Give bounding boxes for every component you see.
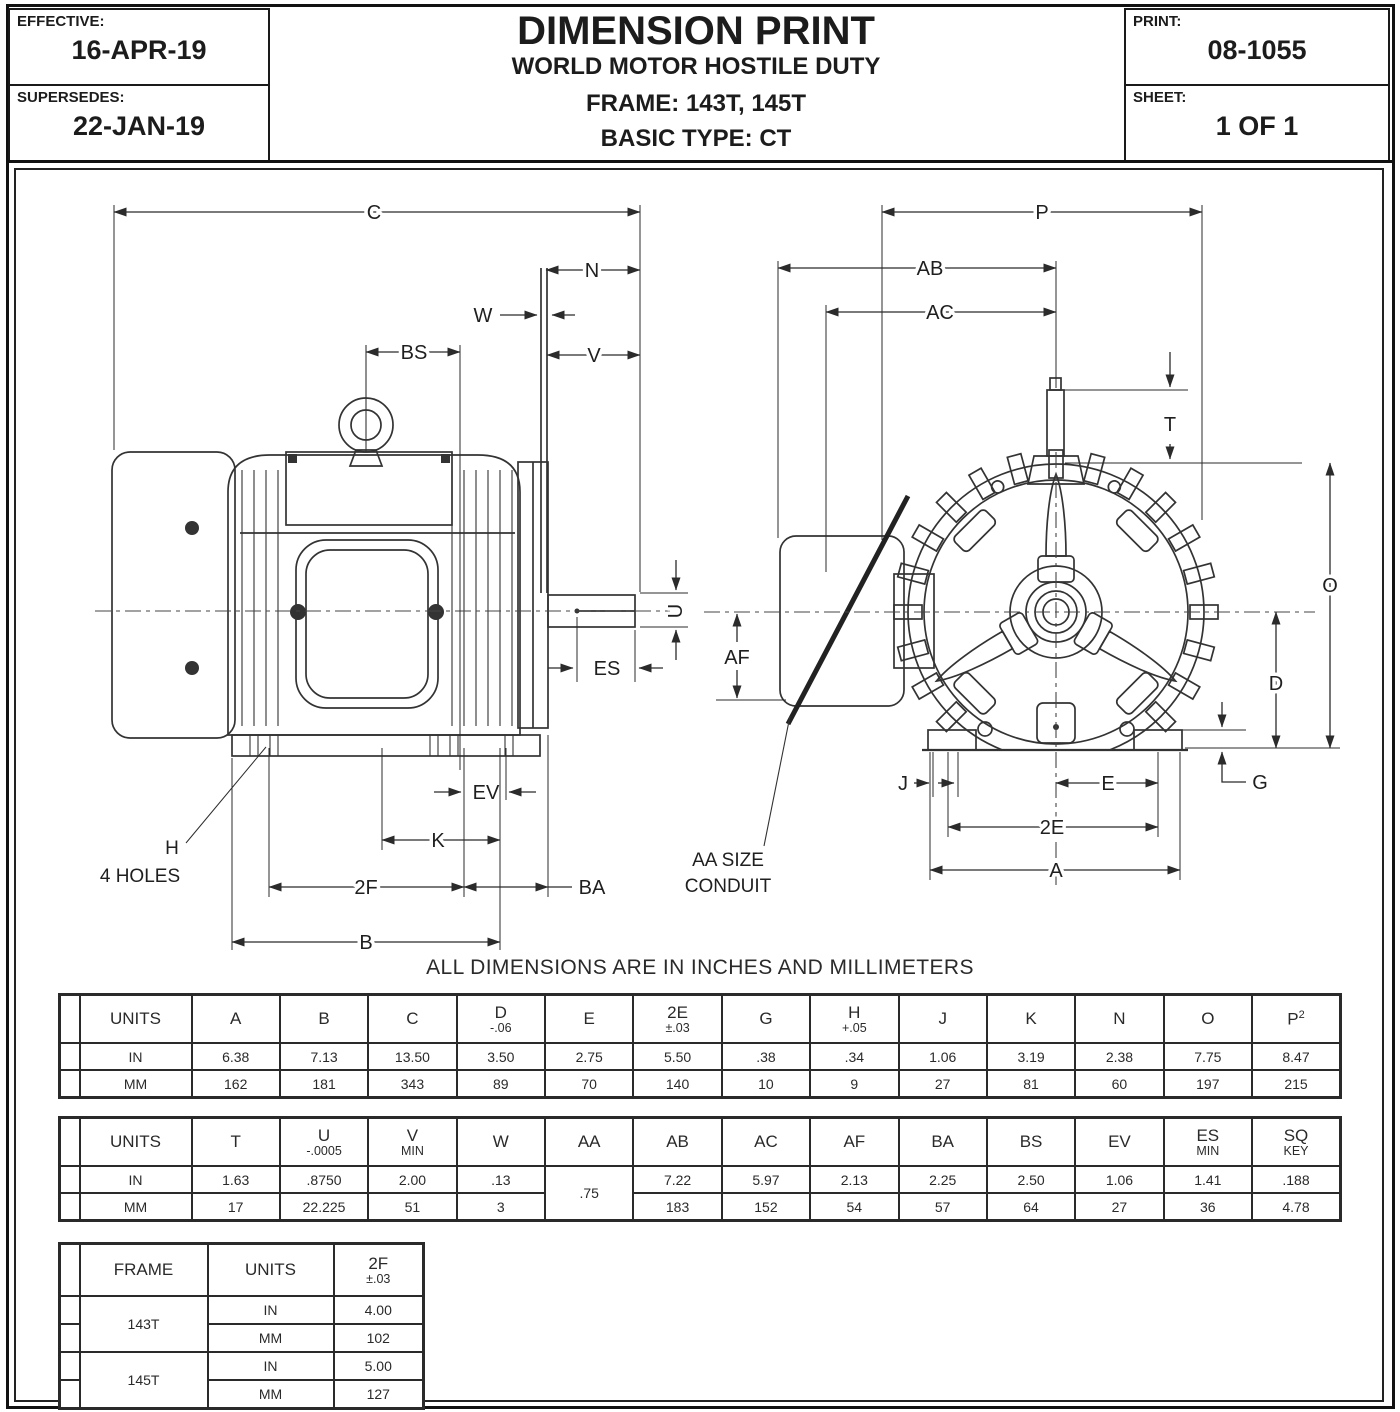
header-divider	[6, 160, 1392, 163]
dim-label-ba: BA	[578, 877, 606, 899]
column-header: ES MIN	[1164, 1118, 1252, 1167]
dimension-table-secondary	[58, 1116, 1342, 1222]
table-cell: 2.75	[545, 1043, 633, 1070]
table-cell: 2.25	[899, 1166, 987, 1193]
table-cell: IN	[80, 1166, 192, 1193]
table-cell: 1.41	[1164, 1166, 1252, 1193]
column-header: N	[1075, 995, 1163, 1044]
column-header: AF	[810, 1118, 898, 1167]
dim-label-h: H	[165, 838, 179, 859]
sheet-box	[1124, 84, 1390, 162]
table-cell: 6.38	[192, 1043, 280, 1070]
column-header: AA	[545, 1118, 633, 1167]
dim-label-g: G	[1252, 772, 1268, 794]
table-cell: IN	[80, 1043, 192, 1070]
table-cell	[60, 1166, 80, 1193]
data-table	[58, 1242, 425, 1410]
supersedes-box	[8, 84, 270, 162]
dim-label-ev: EV	[472, 782, 500, 804]
table-cell: 140	[633, 1070, 721, 1098]
dim-label-o: O	[1322, 575, 1338, 597]
column-header: AC	[722, 1118, 810, 1167]
dim-label-2e: 2E	[1039, 817, 1065, 839]
dim-label-p: P	[1035, 202, 1049, 224]
table-cell: 8.47	[1252, 1043, 1341, 1070]
table-cell: 81	[987, 1070, 1075, 1098]
table-cell: 64	[987, 1193, 1075, 1221]
effective-label: EFFECTIVE:	[17, 13, 105, 30]
column-header: UNITS	[80, 1118, 192, 1167]
column-header	[60, 995, 80, 1044]
column-header: E	[545, 995, 633, 1044]
table-cell: 343	[368, 1070, 456, 1098]
table-cell: 143T	[80, 1296, 208, 1352]
column-header: T	[192, 1118, 280, 1167]
column-header: V MIN	[368, 1118, 456, 1167]
table-cell: 2.50	[987, 1166, 1075, 1193]
column-header: C	[368, 995, 456, 1044]
table-cell: 5.00	[334, 1352, 424, 1380]
dim-label-u: U	[665, 603, 687, 619]
table-cell: 10	[722, 1070, 810, 1098]
table-cell: 3.19	[987, 1043, 1075, 1070]
motor-end-view-drawing	[684, 185, 1360, 965]
column-header: G	[722, 995, 810, 1044]
column-header	[60, 1244, 80, 1297]
table-cell: 197	[1164, 1070, 1252, 1098]
table-cell: 17	[192, 1193, 280, 1221]
dim-label-es: ES	[593, 658, 621, 680]
document-title: DIMENSION PRINT	[517, 9, 875, 53]
table-cell: 1.06	[899, 1043, 987, 1070]
table-cell: IN	[208, 1352, 334, 1380]
dim-label-ab: AB	[916, 258, 944, 280]
table-cell: 27	[1075, 1193, 1163, 1221]
table-cell	[60, 1043, 80, 1070]
table-cell: 215	[1252, 1070, 1341, 1098]
dim-label-bs: BS	[400, 342, 428, 364]
motor-side-geometry	[112, 268, 635, 756]
table-cell: 7.22	[633, 1166, 721, 1193]
basic-type-line: BASIC TYPE: CT	[600, 125, 792, 152]
table-cell	[60, 1296, 80, 1324]
effective-box	[8, 8, 270, 86]
table-cell: 162	[192, 1070, 280, 1098]
table-cell: 2.38	[1075, 1043, 1163, 1070]
table-cell: 36	[1164, 1193, 1252, 1221]
table-cell: 183	[633, 1193, 721, 1221]
conduit-note-line2: CONDUIT	[684, 876, 772, 897]
dim-label-c: C	[366, 202, 382, 224]
table-cell: .188	[1252, 1166, 1341, 1193]
dim-label-2f: 2F	[354, 877, 378, 899]
column-header: A	[192, 995, 280, 1044]
table-cell: MM	[208, 1324, 334, 1352]
table-cell: 3.50	[457, 1043, 545, 1070]
dim-label-j: J	[898, 773, 908, 795]
table-cell	[60, 1070, 80, 1098]
column-header: SQ KEY	[1252, 1118, 1341, 1167]
dim-label-v: V	[587, 345, 601, 367]
table-cell: 181	[280, 1070, 368, 1098]
dim-label-ac: AC	[926, 302, 954, 324]
dim-label-b: B	[359, 932, 373, 954]
frame-line: FRAME: 143T, 145T	[585, 90, 807, 117]
title-block	[272, 10, 1120, 160]
table-cell: 4.78	[1252, 1193, 1341, 1221]
table-cell: MM	[80, 1193, 192, 1221]
effective-date: 16-APR-19	[71, 35, 207, 65]
print-box	[1124, 8, 1390, 86]
column-header: FRAME	[80, 1244, 208, 1297]
table-cell: 7.13	[280, 1043, 368, 1070]
table-cell: .13	[457, 1166, 545, 1193]
motor-side-view-drawing	[90, 185, 710, 965]
column-header: BA	[899, 1118, 987, 1167]
sheet-label: SHEET:	[1133, 89, 1187, 106]
sheet-number: 1 OF 1	[1215, 111, 1299, 141]
table-cell: 127	[334, 1380, 424, 1409]
conduit-note-line1: AA SIZE	[692, 850, 764, 871]
table-cell: 89	[457, 1070, 545, 1098]
dimensions-note: ALL DIMENSIONS ARE IN INCHES AND MILLIMETERS	[426, 956, 974, 979]
column-header: D -.06	[457, 995, 545, 1044]
dimension-table-main	[58, 993, 1342, 1099]
table-cell: 102	[334, 1324, 424, 1352]
column-header: UNITS	[80, 995, 192, 1044]
table-cell: IN	[208, 1296, 334, 1324]
table-cell: 4.00	[334, 1296, 424, 1324]
table-cell: 27	[899, 1070, 987, 1098]
table-cell	[60, 1324, 80, 1352]
dim-label-e: E	[1101, 773, 1115, 795]
column-header: H +.05	[810, 995, 898, 1044]
table-cell: MM	[80, 1070, 192, 1098]
table-cell: .34	[810, 1043, 898, 1070]
side-view-dimensions	[100, 202, 688, 954]
column-header: EV	[1075, 1118, 1163, 1167]
table-cell: 5.97	[722, 1166, 810, 1193]
table-cell: 70	[545, 1070, 633, 1098]
data-table	[58, 993, 1342, 1099]
table-cell: 51	[368, 1193, 456, 1221]
frame-2f-table	[58, 1242, 425, 1410]
column-header: 2E ±.03	[633, 995, 721, 1044]
table-cell: 7.75	[1164, 1043, 1252, 1070]
table-cell: .8750	[280, 1166, 368, 1193]
column-header: AB	[633, 1118, 721, 1167]
dim-label-w: W	[473, 305, 493, 327]
column-header: K	[987, 995, 1075, 1044]
table-cell: 9	[810, 1070, 898, 1098]
table-cell	[60, 1380, 80, 1409]
column-header: BS	[987, 1118, 1075, 1167]
column-header: 2F ±.03	[334, 1244, 424, 1297]
column-header: J	[899, 995, 987, 1044]
table-cell: 60	[1075, 1070, 1163, 1098]
table-cell: 54	[810, 1193, 898, 1221]
column-header: U -.0005	[280, 1118, 368, 1167]
table-cell: 13.50	[368, 1043, 456, 1070]
table-cell: 1.63	[192, 1166, 280, 1193]
table-cell: MM	[208, 1380, 334, 1409]
end-view-dimensions	[685, 202, 1340, 897]
dim-label-t: T	[1163, 414, 1177, 436]
table-cell: 22.225	[280, 1193, 368, 1221]
supersedes-label: SUPERSEDES:	[17, 89, 125, 106]
table-cell	[60, 1352, 80, 1380]
dim-label-af: AF	[724, 647, 750, 669]
column-header: $P^2$	[1252, 995, 1341, 1044]
column-header	[60, 1118, 80, 1167]
table-cell: 145T	[80, 1352, 208, 1409]
table-cell: 2.13	[810, 1166, 898, 1193]
dim-label-d: D	[1268, 673, 1284, 695]
document-subtitle: WORLD MOTOR HOSTILE DUTY	[511, 53, 881, 80]
table-cell: 2.00	[368, 1166, 456, 1193]
table-cell: 57	[899, 1193, 987, 1221]
dim-label-n: N	[584, 260, 600, 282]
column-header: UNITS	[208, 1244, 334, 1297]
table-cell	[60, 1193, 80, 1221]
table-cell: 152	[722, 1193, 810, 1221]
print-label: PRINT:	[1133, 13, 1182, 30]
table-cell: 5.50	[633, 1043, 721, 1070]
table-cell: .75	[545, 1166, 633, 1221]
table-cell: 3	[457, 1193, 545, 1221]
column-header: B	[280, 995, 368, 1044]
table-cell: .38	[722, 1043, 810, 1070]
holes-note: 4 HOLES	[99, 866, 181, 887]
column-header: W	[457, 1118, 545, 1167]
dim-label-a: A	[1049, 860, 1063, 882]
dim-label-k: K	[431, 830, 445, 852]
data-table	[58, 1116, 1342, 1222]
table-cell: 1.06	[1075, 1166, 1163, 1193]
supersedes-date: 22-JAN-19	[72, 111, 206, 141]
print-number: 08-1055	[1207, 35, 1307, 65]
column-header: O	[1164, 995, 1252, 1044]
